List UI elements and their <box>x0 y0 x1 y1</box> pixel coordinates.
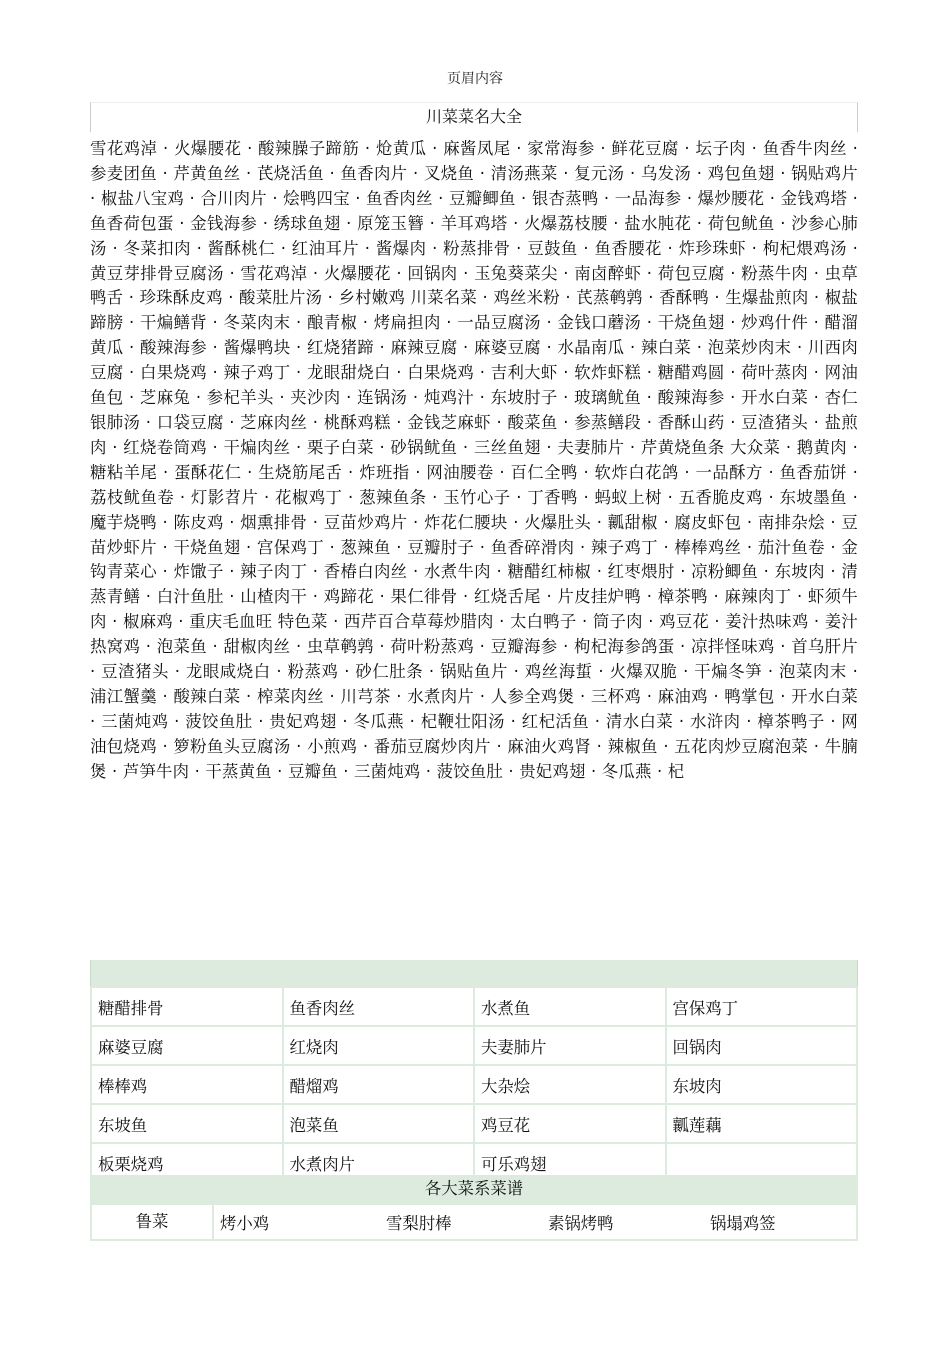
table-cell: 可乐鸡翅 <box>474 1143 666 1182</box>
table-row <box>91 1065 857 1104</box>
table-cell: 回锅肉 <box>666 1026 858 1065</box>
table-cell: 夫妻肺片 <box>474 1026 666 1065</box>
table-row <box>91 987 857 1026</box>
table-cell: 瓤莲藕 <box>666 1104 858 1143</box>
table-cell: 泡菜鱼 <box>283 1104 475 1143</box>
table-cell: 红烧肉 <box>283 1026 475 1065</box>
cuisine-section-title: 各大菜系菜谱 <box>90 1175 858 1203</box>
table-cell: 糖醋排骨 <box>91 987 283 1026</box>
table-header-bar <box>90 960 858 986</box>
dish-list-paragraph: 雪花鸡淖 · 火爆腰花 · 酸辣臊子蹄筋 · 炝黄瓜 · 麻酱凤尾 · 家常海参 · 鲜花豆腐 · 坛子肉 · 鱼香牛肉丝 · 参麦团鱼 · 芹黄鱼丝 · 芪烧活鱼 · 鱼香肉片 · 叉烧鱼 · 清汤燕菜 · 复元汤 · 乌发汤 · 鸡包鱼翅 · 锅贴鸡片 · 椒盐八宝鸡 · 合川肉片 · 烩鸭四宝 · 鱼香肉丝 · 豆瓣鲫鱼 · 银杏蒸鸭 · 一品海参 · 爆炒腰花 · 金钱鸡塔 · 鱼香荷包蛋 · 金钱海参 · 绣球鱼翅 · 原笼玉簪 · 羊耳鸡塔 · 火爆荔枝腰 · 盐水肫花 · 荷包鱿鱼 · 沙参心肺汤 · 冬菜扣肉 · 酱酥桃仁 · 红油耳片 · 酱爆肉 · 粉蒸排骨 · 豆鼓鱼 · 鱼香腰花 · 炸珍珠虾 · 枸杞煨鸡汤 · 黄豆芽排骨豆腐汤 · 雪花鸡淖 · 火爆腰花 · 回锅肉 · 玉兔葵菜尖 · 南卤醉虾 · 荷包豆腐 · 粉蒸牛肉 · 虫草鸭舌 · 珍珠酥皮鸡 · 酸菜肚片汤 · 乡村嫩鸡 川菜名菜 · 鸡丝米粉 · 芪蒸鹌鹑 · 香酥鸭 · 生爆盐煎肉 · 椒盐蹄膀 · 干煸鳝背 · 冬菜肉末 · 酿青椒 · 烤扁担肉 · 一品豆腐汤 · 金钱口蘑汤 · 干烧鱼翅 · 炒鸡什件 · 醋溜黄瓜 · 酸辣海参 · 酱爆鸭块 · 红烧猪蹄 · 麻辣豆腐 · 麻婆豆腐 · 水晶南瓜 · 辣白菜 · 泡菜炒肉末 · 川西肉豆腐 · 白果烧鸡 · 辣子鸡丁 · 龙眼甜烧白 · 白果烧鸡 · 吉利大虾 · 软炸虾糕 · 糖醋鸡圆 · 荷叶蒸肉 · 网油鱼包 · 芝麻兔 · 参杞羊头 · 夹沙肉 · 连锅汤 · 炖鸡汁 · 东坡肘子 · 玻璃鱿鱼 · 酸辣海参 · 开水白菜 · 杏仁银肺汤 · 口袋豆腐 · 芝麻肉丝 · 桃酥鸡糕 · 金钱芝麻虾 · 酸菜鱼 · 参蒸鳝段 · 香酥山药 · 豆渣猪头 · 盐煎肉 · 红烧卷筒鸡 · 干煸肉丝 · 栗子白菜 · 砂锅鱿鱼 · 三丝鱼翅 · 夫妻肺片 · 芹黄烧鱼条 大众菜 · 鹅黄肉 · 糖粘羊尾 · 蛋酥花仁 · 生烧筋尾舌 · 炸班指 · 网油腰卷 · 百仁全鸭 · 软炸白花鸽 · 一品酥方 · 鱼香茄饼 · 荔枝鱿鱼卷 · 灯影苕片 · 花椒鸡丁 · 葱辣鱼条 · 玉竹心子 · 丁香鸭 · 蚂蚁上树 · 五香脆皮鸡 · 东坡墨鱼 · 魔芋烧鸭 · 陈皮鸡 · 烟熏排骨 · 豆苗炒鸡片 · 炸花仁腰块 · 火爆肚头 · 瓤甜椒 · 腐皮虾包 · 南排杂烩 · 豆苗炒虾片 · 干烧鱼翅 · 宫保鸡丁 · 葱辣鱼 · 豆瓣肘子 · 鱼香碎滑肉 · 辣子鸡丁 · 棒棒鸡丝 · 茄汁鱼卷 · 金钩青菜心 · 炸馓子 · 辣子肉丁 · 香椿白肉丝 · 水煮牛肉 · 糖醋红柿椒 · 红枣煨肘 · 凉粉鲫鱼 · 东坡肉 · 清蒸青鳝 · 白汁鱼肚 · 山楂肉干 · 鸡蹄花 · 果仁徘骨 · 红烧舌尾 · 片皮挂炉鸭 · 樟茶鸭 · 麻辣肉丁 · 虾须牛肉 · 椒麻鸡 · 重庆毛血旺 特色菜 · 西芹百合草莓炒腊肉 · 太白鸭子 · 筒子肉 · 鸡豆花 · 姜汁热味鸡 · 姜汁热窝鸡 · 泡菜鱼 · 甜椒肉丝 · 虫草鹌鹑 · 荷叶粉蒸鸡 · 豆瓣海参 · 枸杞海参鸽蛋 · 凉拌怪味鸡 · 首乌肝片 · 豆渣猪头 · 龙眼咸烧白 · 粉蒸鸡 · 砂仁肚条 · 锅贴鱼片 · 鸡丝海蜇 · 火爆双脆 · 干煸冬笋 · 泡菜肉末 · 浦江蟹羹 · 酸辣白菜 · 榨菜肉丝 · 川芎茶 · 水煮肉片 · 人参全鸡煲 · 三杯鸡 · 麻油鸡 · 鸭掌包 · 开水白菜 · 三菌炖鸡 · 菠饺鱼肚 · 贵妃鸡翅 · 冬瓜燕 · 杞鞭壮阳汤 · 红杞活鱼 · 清水白菜 · 水浒肉 · 樟茶鸭子 · 网油包烧鸡 · 箩粉鱼头豆腐汤 · 小煎鸡 · 番茄豆腐炒肉片 · 麻油火鸡肾 · 辣椒鱼 · 五花肉炒豆腐泡菜 · 牛腩煲 · 芦笋牛肉 · 干蒸黄鱼 · 豆瓣鱼 · 三菌炖鸡 · 菠饺鱼肚 · 贵妃鸡翅 · 冬瓜燕 · 杞 <box>90 139 858 781</box>
document-title: 川菜菜名大全 <box>90 102 858 132</box>
table-row <box>91 1104 857 1143</box>
table-cell: 麻婆豆腐 <box>91 1026 283 1065</box>
table-cell: 醋熘鸡 <box>283 1065 475 1104</box>
table-cell: 棒棒鸡 <box>91 1065 283 1104</box>
table-cell: 大杂烩 <box>474 1065 666 1104</box>
cuisine-row <box>90 1203 858 1241</box>
cuisine-dish: 锅塌鸡签 <box>710 1214 776 1233</box>
cuisine-dish: 雪梨肘棒 <box>386 1214 452 1233</box>
table-cell: 水煮鱼 <box>474 987 666 1026</box>
dish-grid-table <box>90 986 858 1183</box>
table-cell: 宫保鸡丁 <box>666 987 858 1026</box>
cuisine-dish-list <box>214 1205 856 1239</box>
cuisine-dish: 烤小鸡 <box>220 1214 270 1233</box>
page-header: 页眉内容 <box>447 71 503 87</box>
table-cell: 鱼香肉丝 <box>283 987 475 1026</box>
table-cell: 板栗烧鸡 <box>91 1143 283 1182</box>
cuisine-dish: 素锅烤鸭 <box>548 1214 614 1233</box>
table-cell: 水煮肉片 <box>283 1143 475 1182</box>
cuisine-name: 鲁菜 <box>92 1205 212 1239</box>
table-cell: 东坡肉 <box>666 1065 858 1104</box>
table-cell: 东坡鱼 <box>91 1104 283 1143</box>
table-cell: 鸡豆花 <box>474 1104 666 1143</box>
table-row <box>91 1026 857 1065</box>
